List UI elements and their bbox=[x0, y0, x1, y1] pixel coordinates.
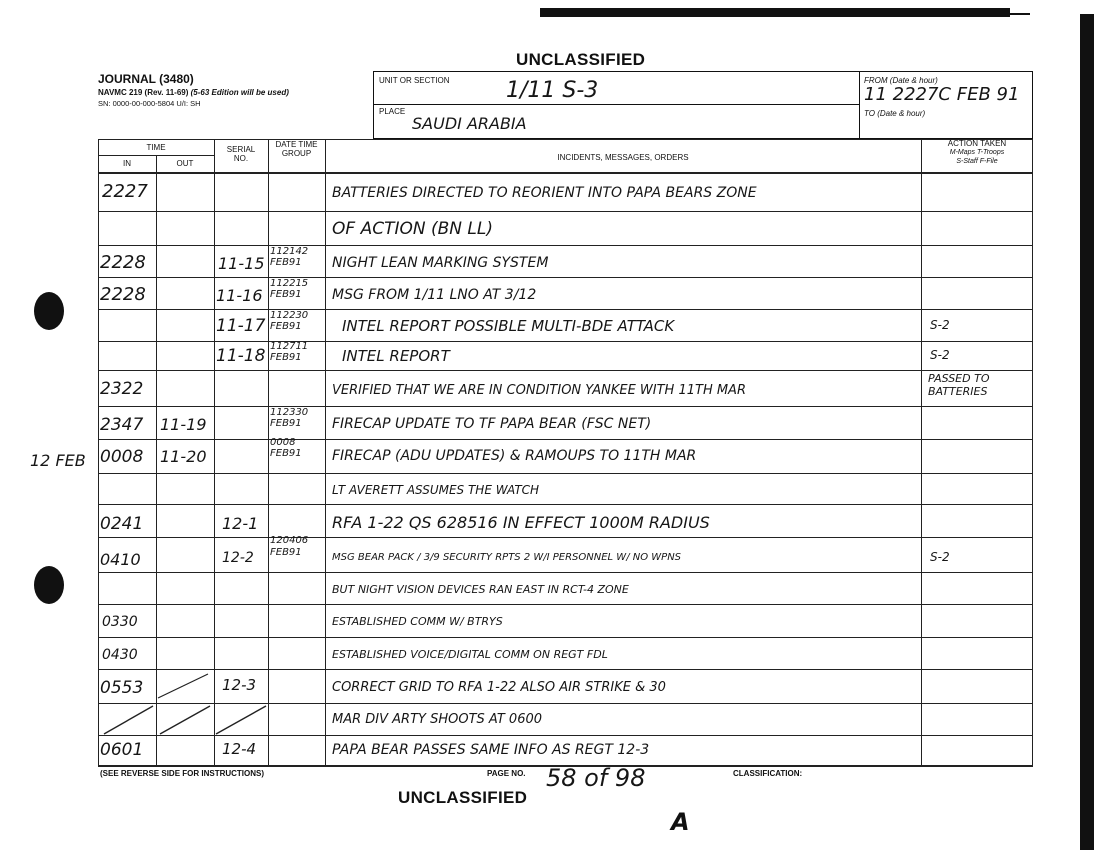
row-line bbox=[98, 370, 1033, 371]
cell-incident: RFA 1-22 QS 628516 IN EFFECT 1000M RADIUS bbox=[332, 513, 710, 532]
row-line bbox=[98, 473, 1033, 474]
cell-incident: FIRECAP (ADU UPDATES) & RAMOUPS TO 11TH MAR bbox=[332, 448, 697, 464]
cell-time-in: 2228 bbox=[100, 284, 146, 305]
form-number-line bbox=[98, 88, 370, 97]
unit-place-box bbox=[373, 71, 860, 139]
scan-edge-top-thin bbox=[600, 13, 1030, 15]
cell-incident: INTEL REPORT bbox=[342, 347, 450, 365]
cell-serial: 11-17 bbox=[216, 316, 266, 336]
footer-instructions: (SEE REVERSE SIDE FOR INSTRUCTIONS) bbox=[100, 769, 265, 778]
cell-serial: 11-15 bbox=[218, 254, 265, 273]
row-line bbox=[98, 406, 1033, 407]
strike-line bbox=[216, 706, 266, 734]
row-line bbox=[98, 572, 1033, 573]
cell-dtg: 112142 FEB91 bbox=[270, 246, 309, 268]
from-label: FROM (Date & hour) bbox=[864, 76, 938, 85]
cell-incident: BUT NIGHT VISION DEVICES RAN EAST IN RCT-4 ZONE bbox=[332, 583, 629, 596]
document-stamp: A bbox=[671, 808, 690, 836]
cell-serial: 12-4 bbox=[222, 740, 257, 758]
col-header-action: ACTION TAKEN bbox=[947, 139, 1007, 148]
cell-incident: MSG FROM 1/11 LNO AT 3/12 bbox=[332, 287, 537, 303]
cell-time-in: 0241 bbox=[100, 514, 144, 534]
row-line bbox=[98, 537, 1033, 538]
cell-dtg: 112215 FEB91 bbox=[270, 278, 309, 300]
strike-line bbox=[104, 706, 153, 734]
stock-number: SN: 0000-00-000-5804 U/I: SH bbox=[98, 99, 201, 108]
col-header-action-legend-1: M-Maps T-Troops bbox=[949, 149, 1005, 156]
strike-marks bbox=[98, 670, 326, 736]
form-number: NAVMC 219 (Rev. 11-69) bbox=[98, 88, 189, 97]
row-line bbox=[98, 341, 1033, 342]
cell-time-out: 11-19 bbox=[160, 415, 207, 434]
cell-incident: VERIFIED THAT WE ARE IN CONDITION YANKEE WITH 11TH MAR bbox=[332, 383, 746, 398]
col-border-incidents-action bbox=[921, 139, 922, 766]
cell-incident: NIGHT LEAN MARKING SYSTEM bbox=[332, 255, 549, 271]
cell-time-in: 0410 bbox=[100, 550, 141, 569]
cell-serial: 12-2 bbox=[222, 550, 254, 566]
col-header-dtg: DATE TIME GROUP bbox=[275, 140, 318, 158]
edition-note: (5-63 Edition will be used) bbox=[190, 88, 289, 97]
place-label: PLACE bbox=[379, 107, 406, 116]
cell-time-in: 0430 bbox=[102, 647, 138, 663]
cell-incident: PAPA BEAR PASSES SAME INFO AS REGT 12-3 bbox=[332, 742, 650, 758]
cell-incident: MAR DIV ARTY SHOOTS AT 0600 bbox=[332, 712, 543, 727]
cell-incident: OF ACTION (BN LL) bbox=[332, 219, 493, 239]
unit-place-divider bbox=[374, 104, 859, 105]
cell-time-in: 0008 bbox=[100, 447, 144, 467]
cell-incident: BATTERIES DIRECTED TO REORIENT INTO PAPA BEARS ZONE bbox=[332, 185, 757, 201]
cell-action: S-2 bbox=[930, 348, 950, 362]
col-header-action-legend-2: S-Staff F-File bbox=[956, 158, 998, 165]
cell-action: S-2 bbox=[930, 550, 950, 564]
form-identification bbox=[98, 72, 370, 108]
unit-value[interactable]: 1/11 S-3 bbox=[506, 78, 599, 103]
col-header-out: OUT bbox=[176, 159, 194, 168]
cell-serial: 12-1 bbox=[222, 514, 259, 533]
cell-time-in: 2347 bbox=[100, 415, 144, 435]
row-line bbox=[98, 277, 1033, 278]
cell-incident: ESTABLISHED VOICE/DIGITAL COMM ON REGT FDL bbox=[332, 648, 608, 661]
to-label: TO (Date & hour) bbox=[864, 109, 926, 118]
classification-top: UNCLASSIFIED bbox=[516, 50, 646, 69]
scan-edge-right bbox=[1080, 14, 1094, 850]
row-line bbox=[98, 504, 1033, 505]
table-header-border bbox=[98, 172, 1033, 174]
cell-serial: 11-18 bbox=[216, 346, 266, 366]
cell-time-out: 11-20 bbox=[160, 447, 207, 466]
table-top-border bbox=[98, 139, 1033, 140]
cell-time-in: 0601 bbox=[100, 740, 144, 760]
row-line bbox=[98, 439, 1033, 440]
cell-dtg: 112711 FEB91 bbox=[270, 341, 309, 363]
cell-action: S-2 bbox=[930, 318, 950, 332]
cell-incident: LT AVERETT ASSUMES THE WATCH bbox=[332, 483, 540, 497]
journal-table bbox=[98, 139, 1033, 766]
row-line bbox=[98, 637, 1033, 638]
cell-time-in: 0553 bbox=[100, 678, 144, 698]
unit-label: UNIT OR SECTION bbox=[379, 76, 450, 85]
cell-serial: 11-16 bbox=[216, 286, 263, 305]
cell-dtg: 0008 FEB91 bbox=[270, 437, 302, 459]
col-header-in: IN bbox=[123, 159, 131, 168]
classification-bottom: UNCLASSIFIED bbox=[398, 788, 528, 807]
margin-note: 12 FEB bbox=[30, 451, 86, 470]
cell-time-in: 2322 bbox=[100, 379, 144, 399]
cell-incident: ESTABLISHED COMM W/ BTRYS bbox=[332, 615, 503, 628]
page-number-value: 58 of 98 bbox=[546, 764, 646, 792]
strike-line bbox=[160, 706, 210, 734]
cell-incident: CORRECT GRID TO RFA 1-22 ALSO AIR STRIKE & 30 bbox=[332, 680, 666, 695]
cell-dtg: 120406 FEB91 bbox=[270, 535, 309, 558]
col-header-incidents: INCIDENTS, MESSAGES, ORDERS bbox=[557, 153, 689, 162]
cell-incident: FIRECAP UPDATE TO TF PAPA BEAR (FSC NET) bbox=[332, 416, 652, 432]
punch-hole-lower bbox=[34, 566, 64, 604]
place-value[interactable]: SAUDI ARABIA bbox=[412, 114, 527, 133]
cell-dtg: 112230 FEB91 bbox=[270, 310, 309, 332]
form-title: JOURNAL (3480) bbox=[98, 72, 194, 86]
row-line bbox=[98, 309, 1033, 310]
strike-line bbox=[158, 674, 208, 698]
col-header-time: TIME bbox=[146, 143, 166, 152]
punch-hole-upper bbox=[34, 292, 64, 330]
cell-serial: 12-3 bbox=[222, 676, 257, 694]
from-to-box bbox=[859, 71, 1033, 139]
row-line bbox=[98, 211, 1033, 212]
col-border-right bbox=[1032, 139, 1033, 766]
cell-dtg: 112330 FEB91 bbox=[270, 407, 309, 429]
classification-label: CLASSIFICATION: bbox=[733, 769, 803, 778]
row-line bbox=[98, 604, 1033, 605]
cell-incident: MSG BEAR PACK / 3/9 SECURITY RPTS 2 W/I PERSONNEL W/ NO WPNS bbox=[332, 552, 682, 563]
page-number-label: PAGE NO. bbox=[487, 769, 526, 778]
cell-time-in: 2228 bbox=[100, 252, 146, 273]
row-line bbox=[98, 245, 1033, 246]
from-value[interactable]: 11 2227C FEB 91 bbox=[864, 84, 1020, 105]
col-header-serial: SERIAL NO. bbox=[226, 145, 256, 163]
cell-action: PASSED TO BATTERIES bbox=[928, 372, 990, 398]
cell-incident: INTEL REPORT POSSIBLE MULTI-BDE ATTACK bbox=[342, 317, 675, 335]
cell-time-in: 0330 bbox=[102, 614, 138, 630]
cell-time-in: 2227 bbox=[102, 181, 148, 202]
